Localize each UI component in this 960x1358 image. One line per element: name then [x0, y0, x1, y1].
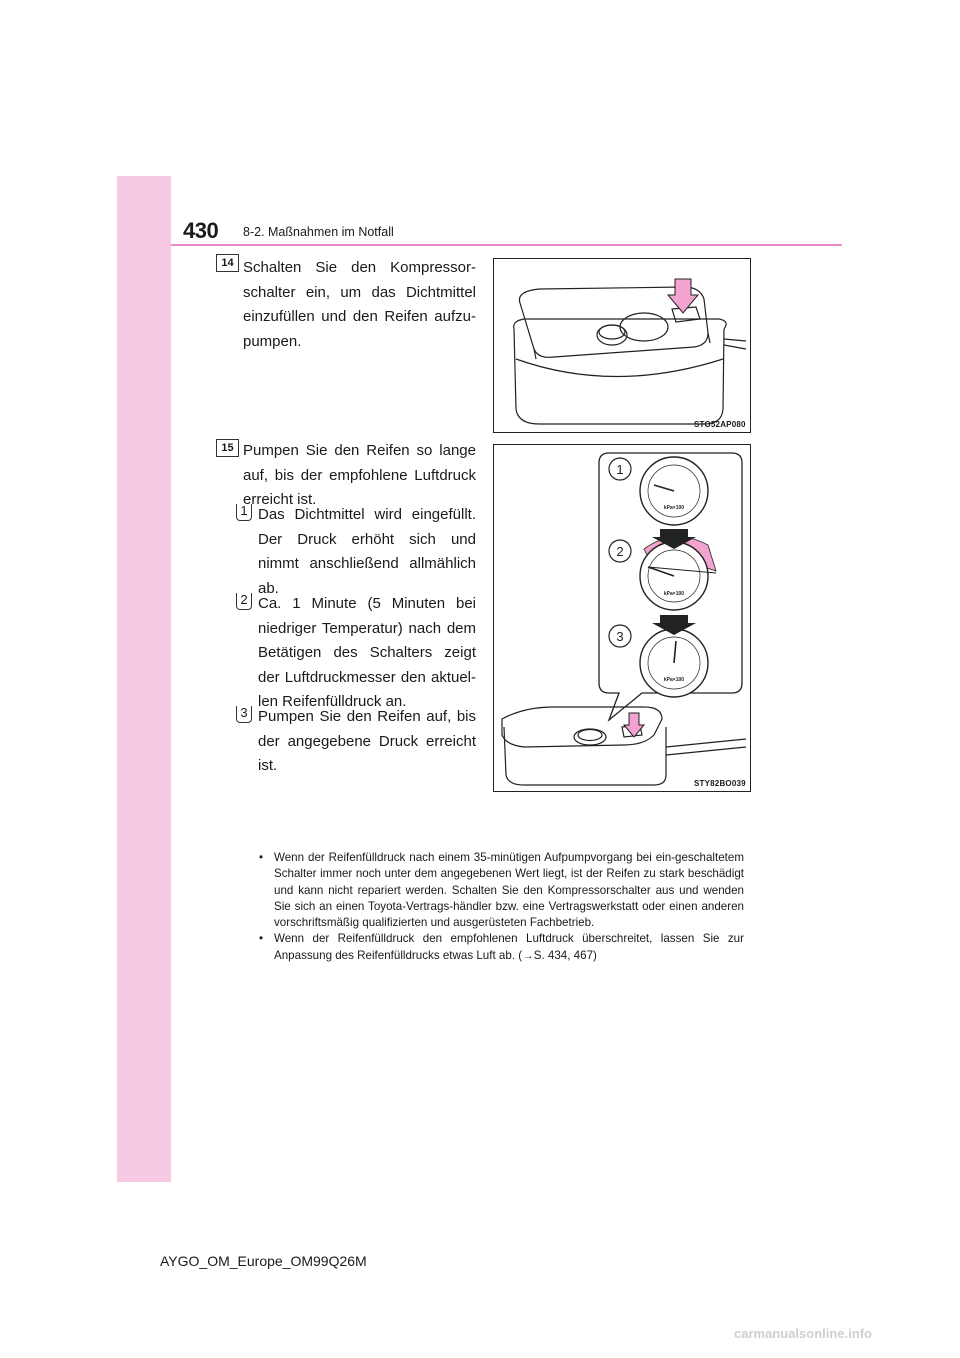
gauge-label-3: 3	[616, 629, 624, 644]
step-15-text: Pumpen Sie den Reifen so lange auf, bis der empfohlene Luftdruck erreicht ist.	[243, 442, 476, 508]
header-divider	[171, 244, 842, 246]
note-item: • Wenn der Reifenfülldruck den empfohlenen Luftdruck überschreitet, lassen Sie zur Anpassung des Reifenfülldrucks etwas Luft ab. (→S. 434, 467)	[256, 931, 744, 964]
step-14-text: Schalten Sie den Kompressor-schalter ein, um das Dichtmittel einzufüllen und den Reifen aufzu-pumpen.	[243, 259, 476, 350]
gauge-label-1: 1	[616, 462, 624, 477]
note-item: • Wenn der Reifenfülldruck nach einem 35-minütigen Aufpumpvorgang bei ein-geschaltetem Schalter immer noch unter dem angegebenen Wert liegt, ist der Reifen zu stark beschädigt und kann nicht repariert werden. Schalten Sie den Kompressorschalter aus und wenden Sie sich an einen Toyota-Vertrags-händler bzw. eine Vertragswerkstatt oder einen anderen vorschriftsmäßig qualifizierten und ausgerüsteten Fachbetrieb.	[256, 850, 744, 931]
watermark: carmanualsonline.info	[734, 1326, 872, 1341]
figure-code: STO52AP080	[694, 420, 746, 429]
figure-code: STY82BO039	[694, 779, 746, 788]
compressor-illustration	[494, 259, 750, 432]
section-title: 8-2. Maßnahmen im Notfall	[243, 225, 394, 239]
gauge-label-2: 2	[616, 544, 624, 559]
substep-2-text: Ca. 1 Minute (5 Minuten bei niedriger Temperatur) nach dem Betätigen des Schalters zeigt der Luftdruckmesser den aktuel-len Reifenfülldruck an.	[258, 595, 476, 710]
substep-3-number: 3	[236, 706, 252, 723]
gauge-1-unit: kPa×100	[663, 505, 685, 511]
chapter-sidebar	[117, 176, 171, 1182]
gauge-3-unit: kPa×100	[663, 677, 685, 683]
notes-list	[256, 850, 744, 964]
substep-1-text: Das Dichtmittel wird eingefüllt. Der Druck erhöht sich und nimmt anschließend allmählich ab.	[258, 506, 476, 597]
pressure-gauge-figure	[493, 444, 751, 792]
substep-1-number: 1	[236, 504, 252, 521]
substep-3-text: Pumpen Sie den Reifen auf, bis der angegebene Druck erreicht ist.	[258, 708, 476, 774]
page-number: 430	[183, 218, 219, 243]
gauge-2-unit: kPa×100	[663, 591, 685, 597]
substep-2-number: 2	[236, 593, 252, 610]
compressor-switch-figure	[493, 258, 751, 433]
document-id: AYGO_OM_Europe_OM99Q26M	[160, 1253, 367, 1269]
gauge-illustration	[494, 445, 750, 791]
step-14-badge: 14	[216, 254, 239, 272]
step-15-badge: 15	[216, 439, 239, 457]
